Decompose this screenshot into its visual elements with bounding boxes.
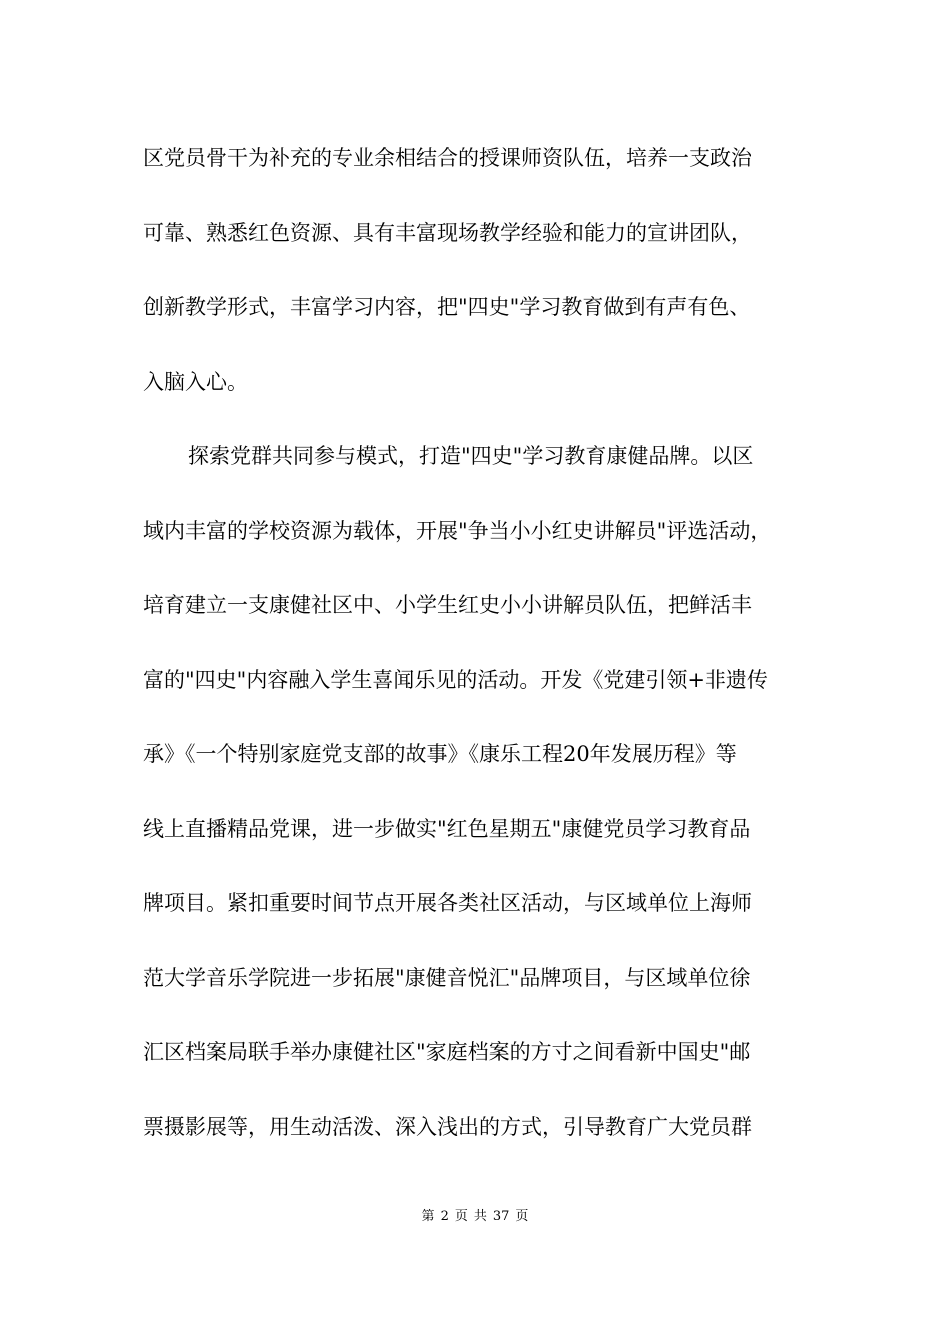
text-line: 范大学音乐学院进一步拓展"康健音悦汇"品牌项目，与区域单位徐 xyxy=(143,965,751,990)
text-line: 汇区档案局联手举办康健社区"家庭档案的方寸之间看新中国史"邮 xyxy=(143,1040,751,1064)
footer-prefix: 第 xyxy=(421,1209,435,1224)
text-line: 票摄影展等，用生动活泼、深入浅出的方式，引导教育广大党员群 xyxy=(143,1114,752,1139)
text-line: 区党员骨干为补充的专业余相结合的授课师资队伍，培养一支政治 xyxy=(143,146,752,170)
text-line: 培育建立一支康健社区中、小学生红史小小讲解员队伍，把鲜活丰 xyxy=(143,593,752,617)
footer-total-word: 共 xyxy=(473,1209,487,1224)
text-line: 域内丰富的学校资源为载体，开展"争当小小红史讲解员"评选活动， xyxy=(143,518,772,543)
text-line: 牌项目。紧扣重要时间节点开展各类社区活动，与区域单位上海师 xyxy=(143,891,752,915)
text-line: 线上直播精品党课，进一步做实"红色星期五"康健党员学习教育品 xyxy=(143,816,751,841)
text-line: 富的"四史"内容融入学生喜闻乐见的活动。开发《党建引领+非遗传 xyxy=(143,667,768,692)
text-line: 创新教学形式，丰富学习内容，把"四史"学习教育做到有声有色、 xyxy=(143,295,751,319)
footer-page-word: 页 xyxy=(454,1209,468,1224)
text-line: 探索党群共同参与模式，打造"四史"学习教育康健品牌。以区 xyxy=(188,444,754,468)
text-line: 入脑入心。 xyxy=(143,369,248,394)
text-line: 承》《一个特别家庭党支部的故事》《康乐工程20年发展历程》等 xyxy=(143,742,737,766)
footer-suffix: 页 xyxy=(515,1209,529,1224)
footer-total-pages: 37 xyxy=(492,1209,510,1224)
body-text xyxy=(143,133,823,1176)
text-line: 可靠、熟悉红色资源、具有丰富现场教学经验和能力的宣讲团队， xyxy=(143,220,752,245)
page-footer xyxy=(0,1207,950,1227)
footer-current-page: 2 xyxy=(440,1209,449,1224)
